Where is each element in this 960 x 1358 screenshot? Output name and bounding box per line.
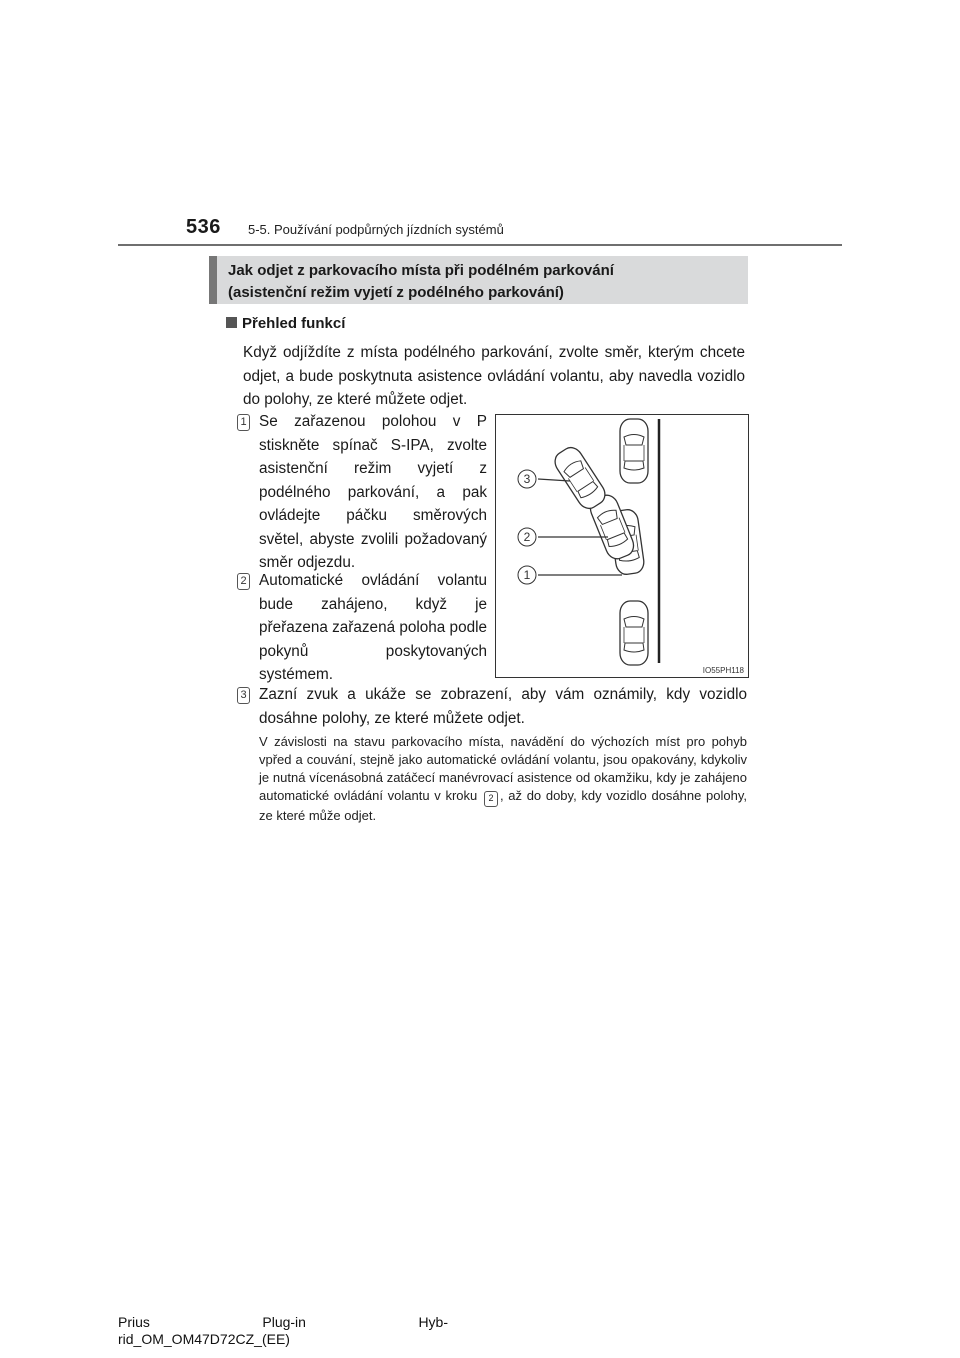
callout-label-3: 3 bbox=[523, 472, 531, 486]
section-heading bbox=[209, 256, 748, 304]
intro-paragraph: Když odjíždíte z místa podélného parkování, zvolte směr, kterým chcete odjet, a bude poskytnuta asistence ovládání volantu, aby navedla vozidlo do polohy, ze které můžete odjet. bbox=[243, 344, 745, 408]
parked-car-front bbox=[620, 419, 648, 483]
note-paragraph bbox=[259, 733, 747, 825]
step-3-text: Zazní zvuk a ukáže se zobrazení, aby vám oznámily, kdy vozidlo dosáhne polohy, ze které můžete odjet. bbox=[259, 686, 747, 727]
callout-label-1: 1 bbox=[523, 568, 531, 582]
note-text-before: V závislosti na stavu parkovacího místa, navádění do výchozích míst pro pohyb vpřed a couvání, stejně jako automatické ovládání volantu, jsou opakovány, kdykoliv je nutná vícenásobná zatáčecí manévrovací asistence od okamžiku, kdy je zahájeno automatické ovládání volantu v kroku bbox=[259, 734, 747, 803]
footer-variant: Plug-in bbox=[262, 1314, 306, 1330]
section-heading-line-1: Jak odjet z parkovacího místa při podélném parkování bbox=[228, 262, 614, 279]
step-3-number: 3 bbox=[237, 687, 250, 704]
footer-line-1 bbox=[118, 1314, 448, 1331]
subheading-text: Přehled funkcí bbox=[242, 315, 346, 332]
section-title: 5-5. Používání podpůrných jízdních systémů bbox=[248, 222, 504, 237]
header-divider bbox=[118, 244, 842, 246]
subheading bbox=[226, 315, 345, 332]
step-1-number: 1 bbox=[237, 414, 250, 431]
step-2-text: Automatické ovládání volantu bude zahájeno, když je přeřazena zařazená poloha podle pokynů poskytovaných systémem. bbox=[259, 572, 487, 683]
figure-code: IO55PH118 bbox=[702, 666, 744, 675]
parking-illustration bbox=[495, 414, 749, 678]
parked-car-rear bbox=[620, 601, 648, 665]
section-heading-line-2: (asistenční režim vyjetí z podélného parkování) bbox=[228, 284, 564, 301]
note-step-ref: 2 bbox=[484, 791, 498, 807]
note-text-after: , až do doby, kdy vozidlo dosáhne polohy, ze které může odjet. bbox=[259, 788, 747, 823]
footer-type: Hyb- bbox=[418, 1314, 448, 1330]
footer-model: Prius bbox=[118, 1314, 150, 1330]
footer bbox=[118, 1314, 448, 1348]
step-2-number: 2 bbox=[237, 573, 250, 590]
callout-label-2: 2 bbox=[523, 530, 531, 544]
car-position-3 bbox=[551, 444, 609, 513]
square-bullet-icon bbox=[226, 317, 237, 328]
page-number: 536 bbox=[186, 216, 221, 238]
step-1-text: Se zařazenou polohou v P stiskněte spínač S-IPA, zvolte asistenční režim vyjetí z podélného parkování, a pak ovládejte páčku směrových světel, abyste zvolili požadovaný směr odjezdu. bbox=[259, 413, 487, 571]
footer-line-2: rid_OM_OM47D72CZ_(EE) bbox=[118, 1331, 290, 1347]
parking-diagram bbox=[496, 415, 748, 677]
